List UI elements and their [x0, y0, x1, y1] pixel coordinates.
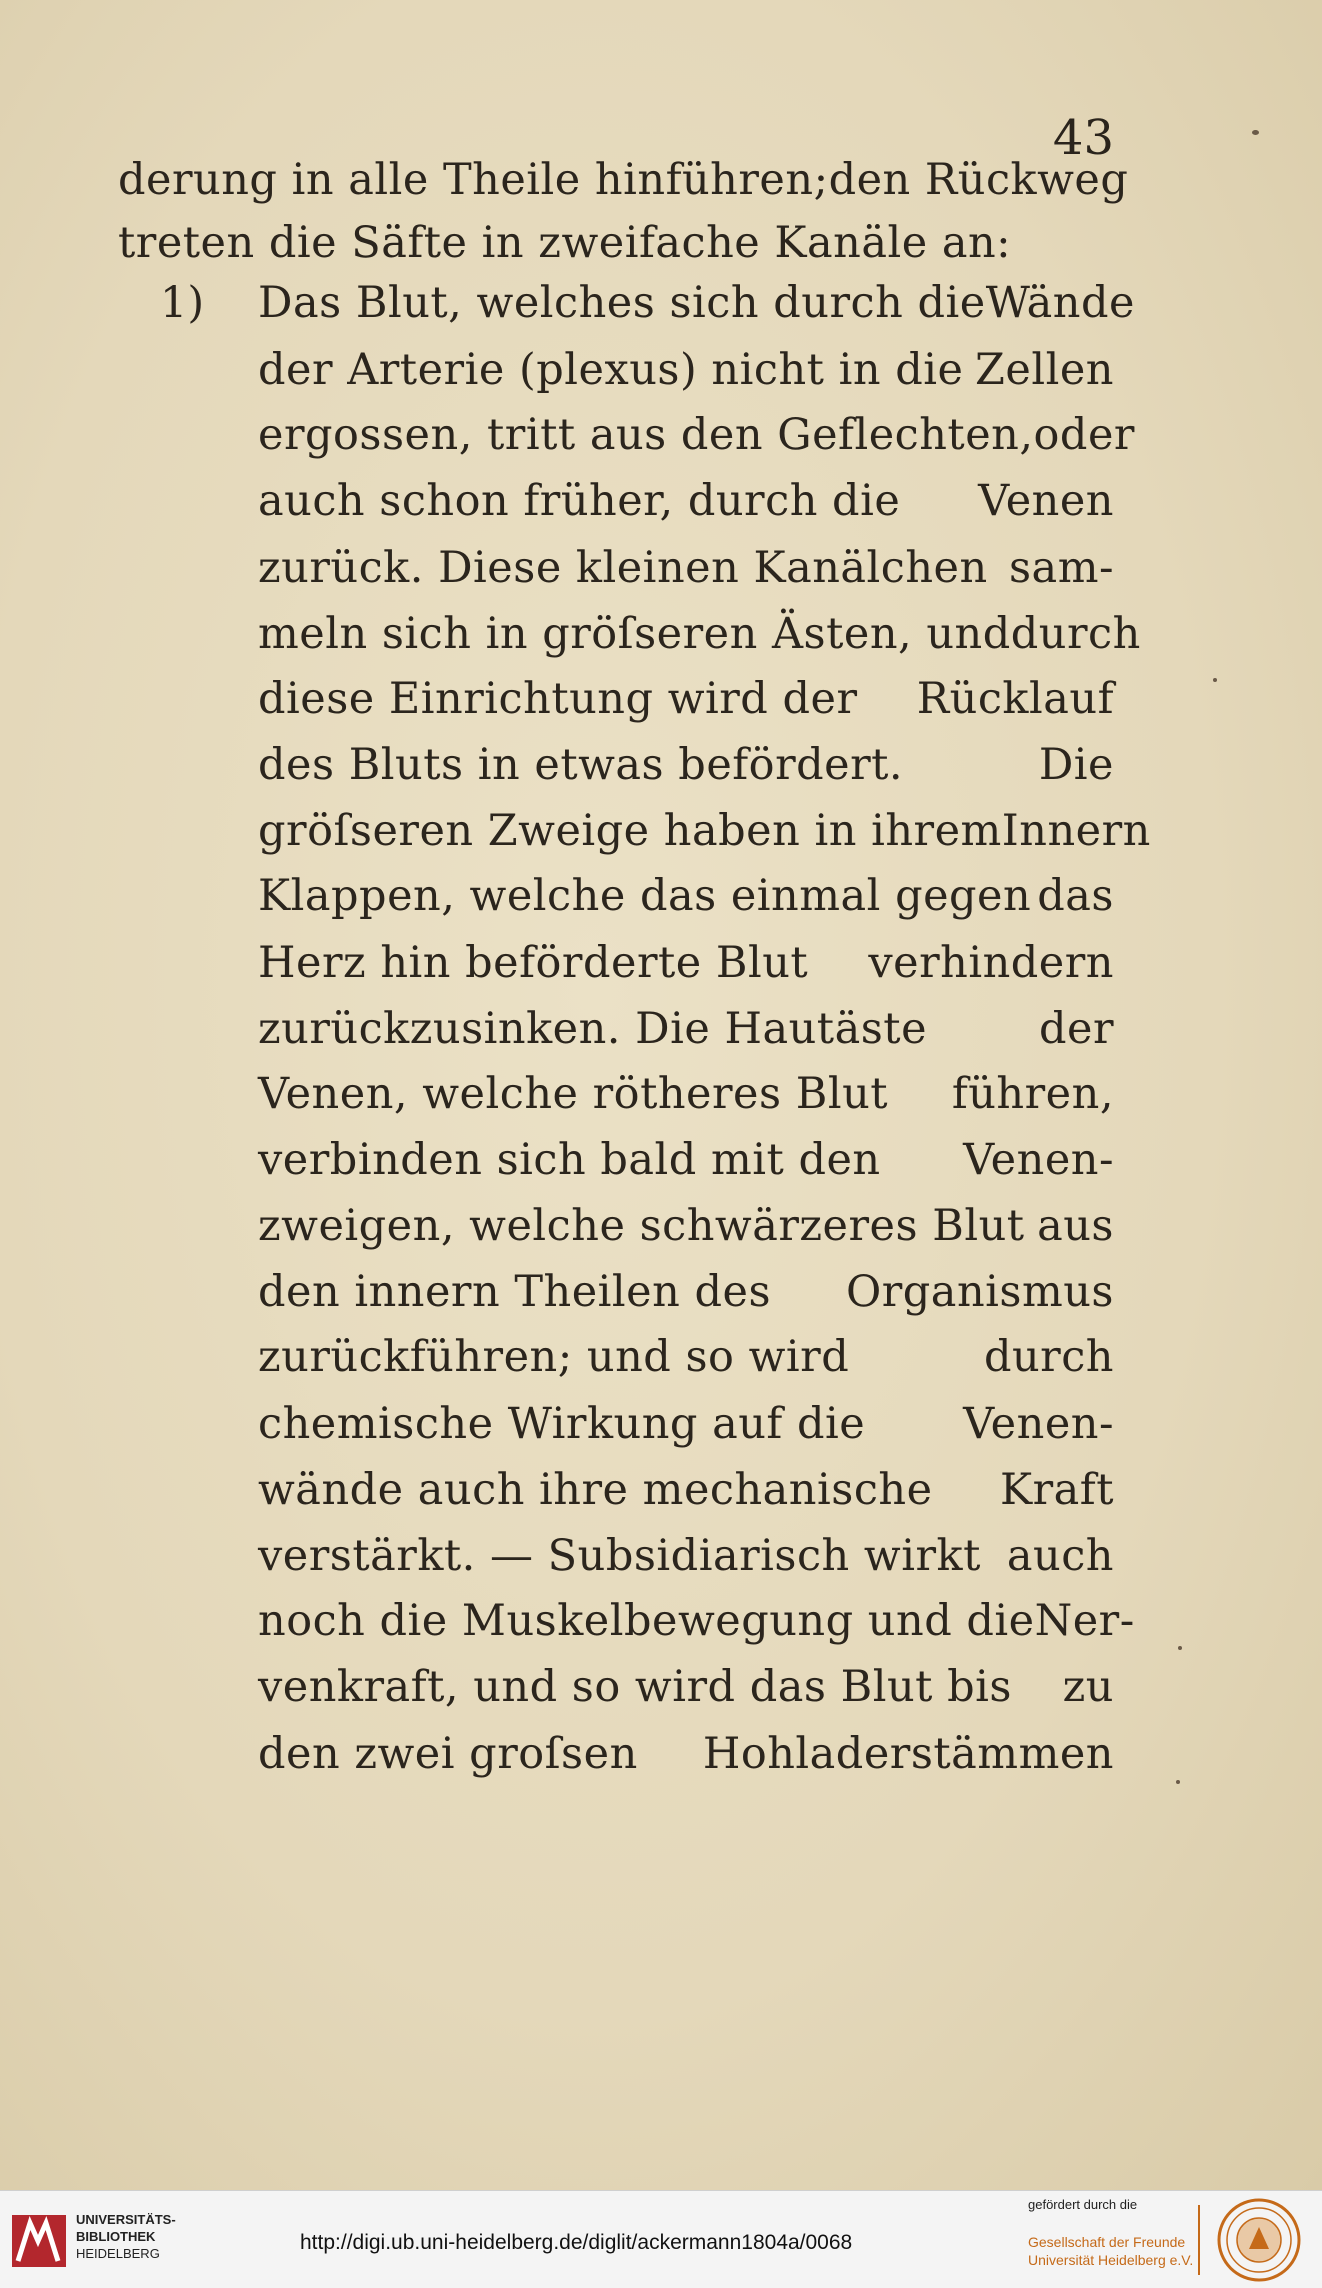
dust-speck [1178, 1646, 1182, 1650]
text-fragment: oder [1033, 410, 1135, 460]
text-fragment: venkraft, und so wird das Blut bis [258, 1662, 1012, 1712]
text-line [258, 1332, 1114, 1382]
text-fragment: chemische Wirkung auf die [258, 1399, 866, 1449]
text-fragment: Hohladerstämmen [702, 1729, 1114, 1779]
funded-by-label: gefördert durch die [1028, 2197, 1138, 2212]
text-fragment: Ner- [1034, 1596, 1135, 1646]
text-fragment: auch schon früher, durch die [258, 476, 901, 526]
text-fragment: ergossen, tritt aus den Geflechten, [258, 410, 1034, 460]
text-line [258, 1004, 1114, 1054]
text-fragment: verstärkt. — Subsidiarisch wirkt [258, 1531, 981, 1581]
text-fragment: zurückzusinken. Die Hautäste [258, 1004, 928, 1054]
university-library-logo-icon [10, 2211, 70, 2271]
text-fragment: der [1038, 1004, 1114, 1054]
text-line [118, 155, 1129, 205]
text-line [258, 1135, 1114, 1185]
society-name-line: Universität Heidelberg e.V. [1028, 2252, 1194, 2268]
library-name-line: BIBLIOTHEK [76, 2229, 156, 2244]
text-line [258, 1399, 1114, 1449]
text-line [258, 609, 1141, 659]
text-fragment: wände auch ihre mechanische [258, 1465, 933, 1515]
text-fragment: den Rückweg [828, 155, 1129, 205]
text-fragment: verhindern [868, 938, 1114, 988]
text-fragment: gröſseren Zweige haben in ihrem [258, 806, 1002, 856]
text-fragment: Rücklauf [916, 674, 1114, 724]
library-name-line: UNIVERSITÄTS- [76, 2212, 176, 2227]
text-fragment: Das Blut, welches sich durch die [258, 278, 986, 328]
text-line [258, 1729, 1114, 1779]
text-line [258, 1662, 1114, 1712]
text-fragment: Organismus [845, 1267, 1114, 1317]
text-line [258, 871, 1114, 921]
text-line [258, 410, 1135, 460]
text-fragment: zu [1062, 1662, 1114, 1712]
text-fragment: meln sich in gröſseren Ästen, und [258, 609, 1011, 659]
footer-divider [1198, 2205, 1200, 2275]
text-line [258, 806, 1151, 856]
text-fragment: noch die Muskelbewegung und die [258, 1596, 1035, 1646]
list-marker: 1) [160, 278, 205, 328]
text-fragment: zweigen, welche schwärzeres Blut [258, 1201, 1025, 1251]
text-line [258, 674, 1114, 724]
text-fragment: den zwei groſsen [258, 1729, 638, 1779]
text-fragment: auch [1006, 1531, 1114, 1581]
text-line [258, 1267, 1114, 1317]
text-fragment: des Bluts in etwas befördert. [258, 740, 904, 790]
text-line [258, 938, 1114, 988]
text-fragment: derung in alle Theile hinführen; [118, 155, 829, 205]
text-fragment: Kraft [999, 1465, 1114, 1515]
text-fragment: diese Einrichtung wird der [258, 674, 858, 724]
page-number: 43 [1052, 110, 1114, 166]
text-fragment: Die [1038, 740, 1114, 790]
dust-speck [1252, 130, 1259, 135]
text-fragment: Wände [985, 278, 1135, 328]
text-fragment: zurück. Diese kleinen Kanälchen [258, 543, 988, 593]
footer-bar [0, 2190, 1322, 2288]
text-line [258, 543, 1114, 593]
text-fragment: sam- [1008, 543, 1114, 593]
text-fragment: Venen, welche rötheres Blut [258, 1069, 889, 1119]
permalink-url[interactable]: http://digi.ub.uni-heidelberg.de/diglit/ackermann1804a/0068 [300, 2231, 853, 2254]
text-fragment: zurückführen; und so wird [258, 1332, 850, 1382]
text-fragment: Klappen, welche das einmal gegen [258, 871, 1032, 921]
text-fragment: Herz hin beförderte Blut [258, 938, 809, 988]
dust-speck [1213, 678, 1217, 682]
text-fragment: führen, [951, 1069, 1114, 1119]
text-fragment: verbinden sich bald mit den [258, 1135, 881, 1185]
text-line [258, 278, 1135, 328]
text-fragment: Zellen [975, 345, 1114, 395]
text-fragment: Venen- [963, 1135, 1114, 1185]
society-name [1028, 2233, 1193, 2269]
text-fragment: Innern [1001, 806, 1151, 856]
library-name-line: HEIDELBERG [76, 2246, 160, 2261]
society-name-line: Gesellschaft der Freunde [1028, 2234, 1186, 2250]
text-line [258, 1596, 1135, 1646]
text-fragment: Venen [978, 476, 1114, 526]
text-fragment: durch [1010, 609, 1141, 659]
text-fragment: Venen- [963, 1399, 1114, 1449]
text-line [258, 1201, 1114, 1251]
library-name [76, 2211, 176, 2262]
text-line [258, 1069, 1114, 1119]
text-fragment: das [1037, 871, 1114, 921]
dust-speck [1176, 1780, 1180, 1784]
text-line [258, 476, 1114, 526]
text-line [258, 345, 1114, 395]
text-fragment: aus [1037, 1201, 1114, 1251]
text-fragment: der Arterie (plexus) nicht in die [258, 345, 964, 395]
text-line [258, 1465, 1114, 1515]
university-seal-icon [1216, 2197, 1302, 2283]
text-fragment: den innern Theilen des [258, 1267, 772, 1317]
text-fragment: treten die Säfte in zweifache Kanäle an: [118, 218, 1012, 268]
text-fragment: durch [983, 1332, 1114, 1382]
text-line [258, 740, 1114, 790]
text-line [118, 218, 1114, 268]
text-line [258, 1531, 1114, 1581]
